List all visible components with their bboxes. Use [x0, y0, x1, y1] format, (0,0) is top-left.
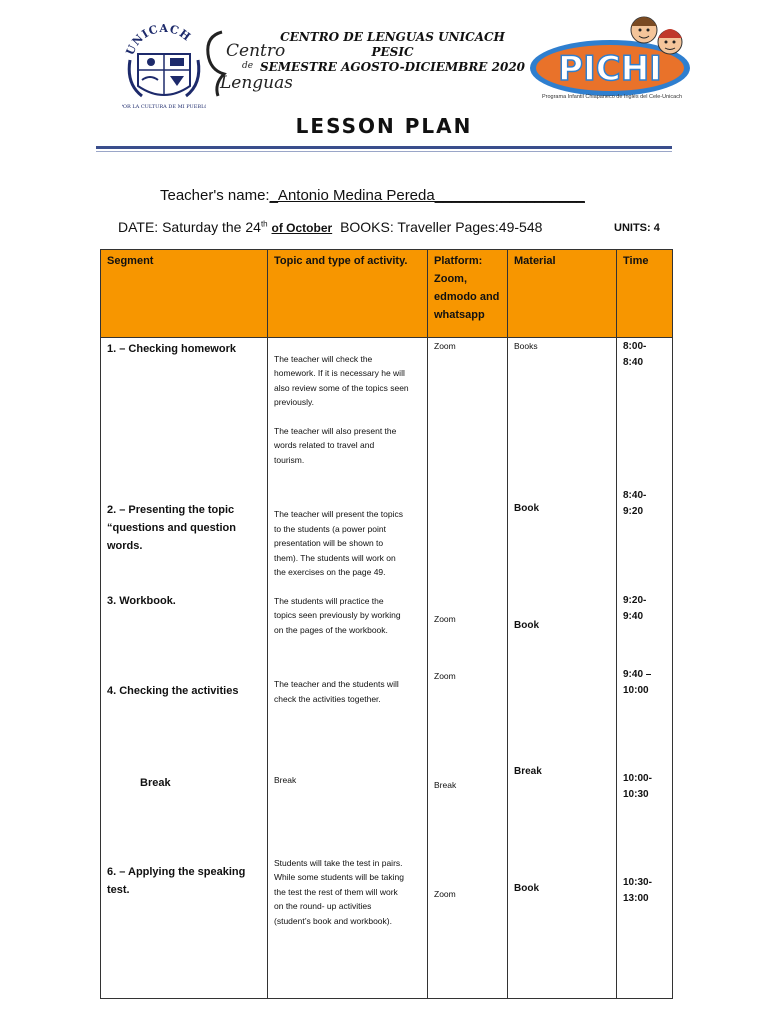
topic-6-line-5: (student’s book and workbook). — [274, 916, 392, 926]
platform-4: Zoom — [434, 671, 456, 681]
books-info: BOOKS: Traveller Pages:49-548 — [340, 219, 543, 235]
time-6-end: 13:00 — [623, 893, 649, 904]
pichi-caption: Programa Infantil Chiapaneco de Inglés del Cele-Unicach — [541, 94, 683, 100]
svg-text:Lenguas: Lenguas — [220, 73, 292, 93]
time-6-start: 10:30- — [623, 877, 652, 888]
date-line — [118, 219, 542, 235]
segment-6-line-2: test. — [107, 884, 130, 896]
svg-text:POR LA CULTURA DE MI PUEBLO: POR LA CULTURA DE MI PUEBLO — [122, 104, 206, 110]
topic-1a-line-1: The teacher will check the — [274, 354, 373, 364]
time-2-start: 8:40- — [623, 490, 647, 501]
topic-4-line-1: The teacher and the students will — [274, 679, 399, 689]
svg-text:Centro: Centro — [226, 41, 286, 61]
topic-1b-line-3: tourism. — [274, 455, 305, 465]
teacher-label: Teacher's name: — [160, 187, 270, 204]
svg-text:PICHI: PICHI — [558, 49, 662, 89]
header-line-3: SEMESTRE AGOSTO-DICIEMBRE 2020 — [259, 60, 526, 74]
pichi-logo — [524, 8, 700, 104]
platform-6: Zoom — [434, 889, 456, 899]
time-3-start: 9:20- — [623, 595, 647, 606]
segment-2-line-2: “questions and question — [107, 522, 236, 534]
topic-1b-line-1: The teacher will also present the — [274, 426, 397, 436]
topic-3-line-3: on the pages of the workbook. — [274, 625, 388, 635]
topic-4-line-2: check the activities together. — [274, 694, 381, 704]
time-4-end: 10:00 — [623, 685, 649, 696]
material-6: Book — [514, 883, 539, 894]
units-info: UNITS: 4 — [614, 222, 660, 234]
segment-column — [101, 338, 268, 999]
segment-3: 3. Workbook. — [107, 595, 176, 607]
lesson-plan-table — [100, 249, 673, 999]
topic-2-line-2: to the students (a power point — [274, 524, 386, 534]
topic-6-line-4: on the round- up activities — [274, 901, 372, 911]
topic-1a-line-4: previously. — [274, 397, 314, 407]
topic-2-line-3: presentation will be shown to — [274, 538, 384, 548]
time-5-start: 10:00- — [623, 773, 652, 784]
segment-5: Break — [140, 777, 171, 789]
topic-6-line-1: Students will take the test in pairs. — [274, 858, 403, 868]
teacher-name: _Antonio Medina Pereda__________________ — [269, 187, 585, 204]
material-1: Books — [514, 341, 538, 351]
topic-2-line-5: the exercises on the page 49. — [274, 567, 386, 577]
date-suffix: th — [260, 219, 268, 229]
platform-1: Zoom — [434, 341, 456, 351]
topic-6-line-2: While some students will be taking — [274, 872, 404, 882]
header-segment: Segment — [101, 250, 268, 338]
topic-1a-line-3: also review some of the topics seen — [274, 383, 409, 393]
material-5: Break — [514, 766, 542, 777]
table-body-row — [101, 338, 673, 999]
topic-3-line-2: topics seen previously by working — [274, 610, 401, 620]
time-column — [617, 338, 673, 999]
time-1-end: 8:40 — [623, 357, 644, 368]
header-platform: Platform: Zoom, edmodo and whatsapp — [428, 250, 508, 338]
topic-3-line-1: The students will practice the — [274, 596, 384, 606]
teacher-line — [160, 187, 585, 204]
segment-4: 4. Checking the activities — [107, 685, 239, 697]
segment-2-line-3: words. — [107, 540, 143, 552]
material-3: Book — [514, 620, 539, 631]
page-title: LESSON PLAN — [295, 114, 473, 138]
segment-1: 1. – Checking homework — [107, 343, 236, 355]
header-topic: Topic and type of activity. — [268, 250, 428, 338]
topic-2-line-4: them). The students will work on — [274, 553, 396, 563]
topic-5: Break — [274, 775, 297, 785]
segment-2-line-1: 2. – Presenting the topic — [107, 504, 235, 516]
date-label: DATE: Saturday the 24 — [118, 219, 261, 235]
topic-1b-line-2: words related to travel and — [274, 440, 375, 450]
unicach-logo — [122, 24, 206, 110]
header-time: Time — [617, 250, 673, 338]
platform-5: Break — [434, 780, 457, 790]
header-line-1: CENTRO DE LENGUAS UNICACH — [280, 30, 505, 44]
platform-column — [428, 338, 508, 999]
table-header-row — [101, 250, 673, 338]
topic-6-line-3: the test the rest of them will work — [274, 887, 398, 897]
header-material: Material — [508, 250, 617, 338]
date-month: of October — [271, 221, 333, 235]
time-2-end: 9:20 — [623, 506, 644, 517]
topic-2-line-1: The teacher will present the topics — [274, 509, 403, 519]
unicach-logo-text: UNICACH — [123, 24, 194, 58]
material-column — [508, 338, 617, 999]
title-divider-thin — [96, 151, 672, 152]
time-5-end: 10:30 — [623, 789, 649, 800]
material-2: Book — [514, 503, 539, 514]
time-4-start: 9:40 – — [623, 669, 652, 680]
svg-text:de: de — [242, 61, 254, 71]
time-1-start: 8:00- — [623, 341, 647, 352]
header-line-2: PESIC — [371, 45, 414, 59]
topic-1a-line-2: homework. If it is necessary he will — [274, 368, 405, 378]
time-3-end: 9:40 — [623, 611, 644, 622]
title-divider — [96, 146, 672, 149]
svg-text:UNICACH — [123, 24, 193, 57]
segment-6-line-1: 6. – Applying the speaking — [107, 866, 246, 878]
platform-3: Zoom — [434, 614, 456, 624]
topic-column — [268, 338, 428, 999]
